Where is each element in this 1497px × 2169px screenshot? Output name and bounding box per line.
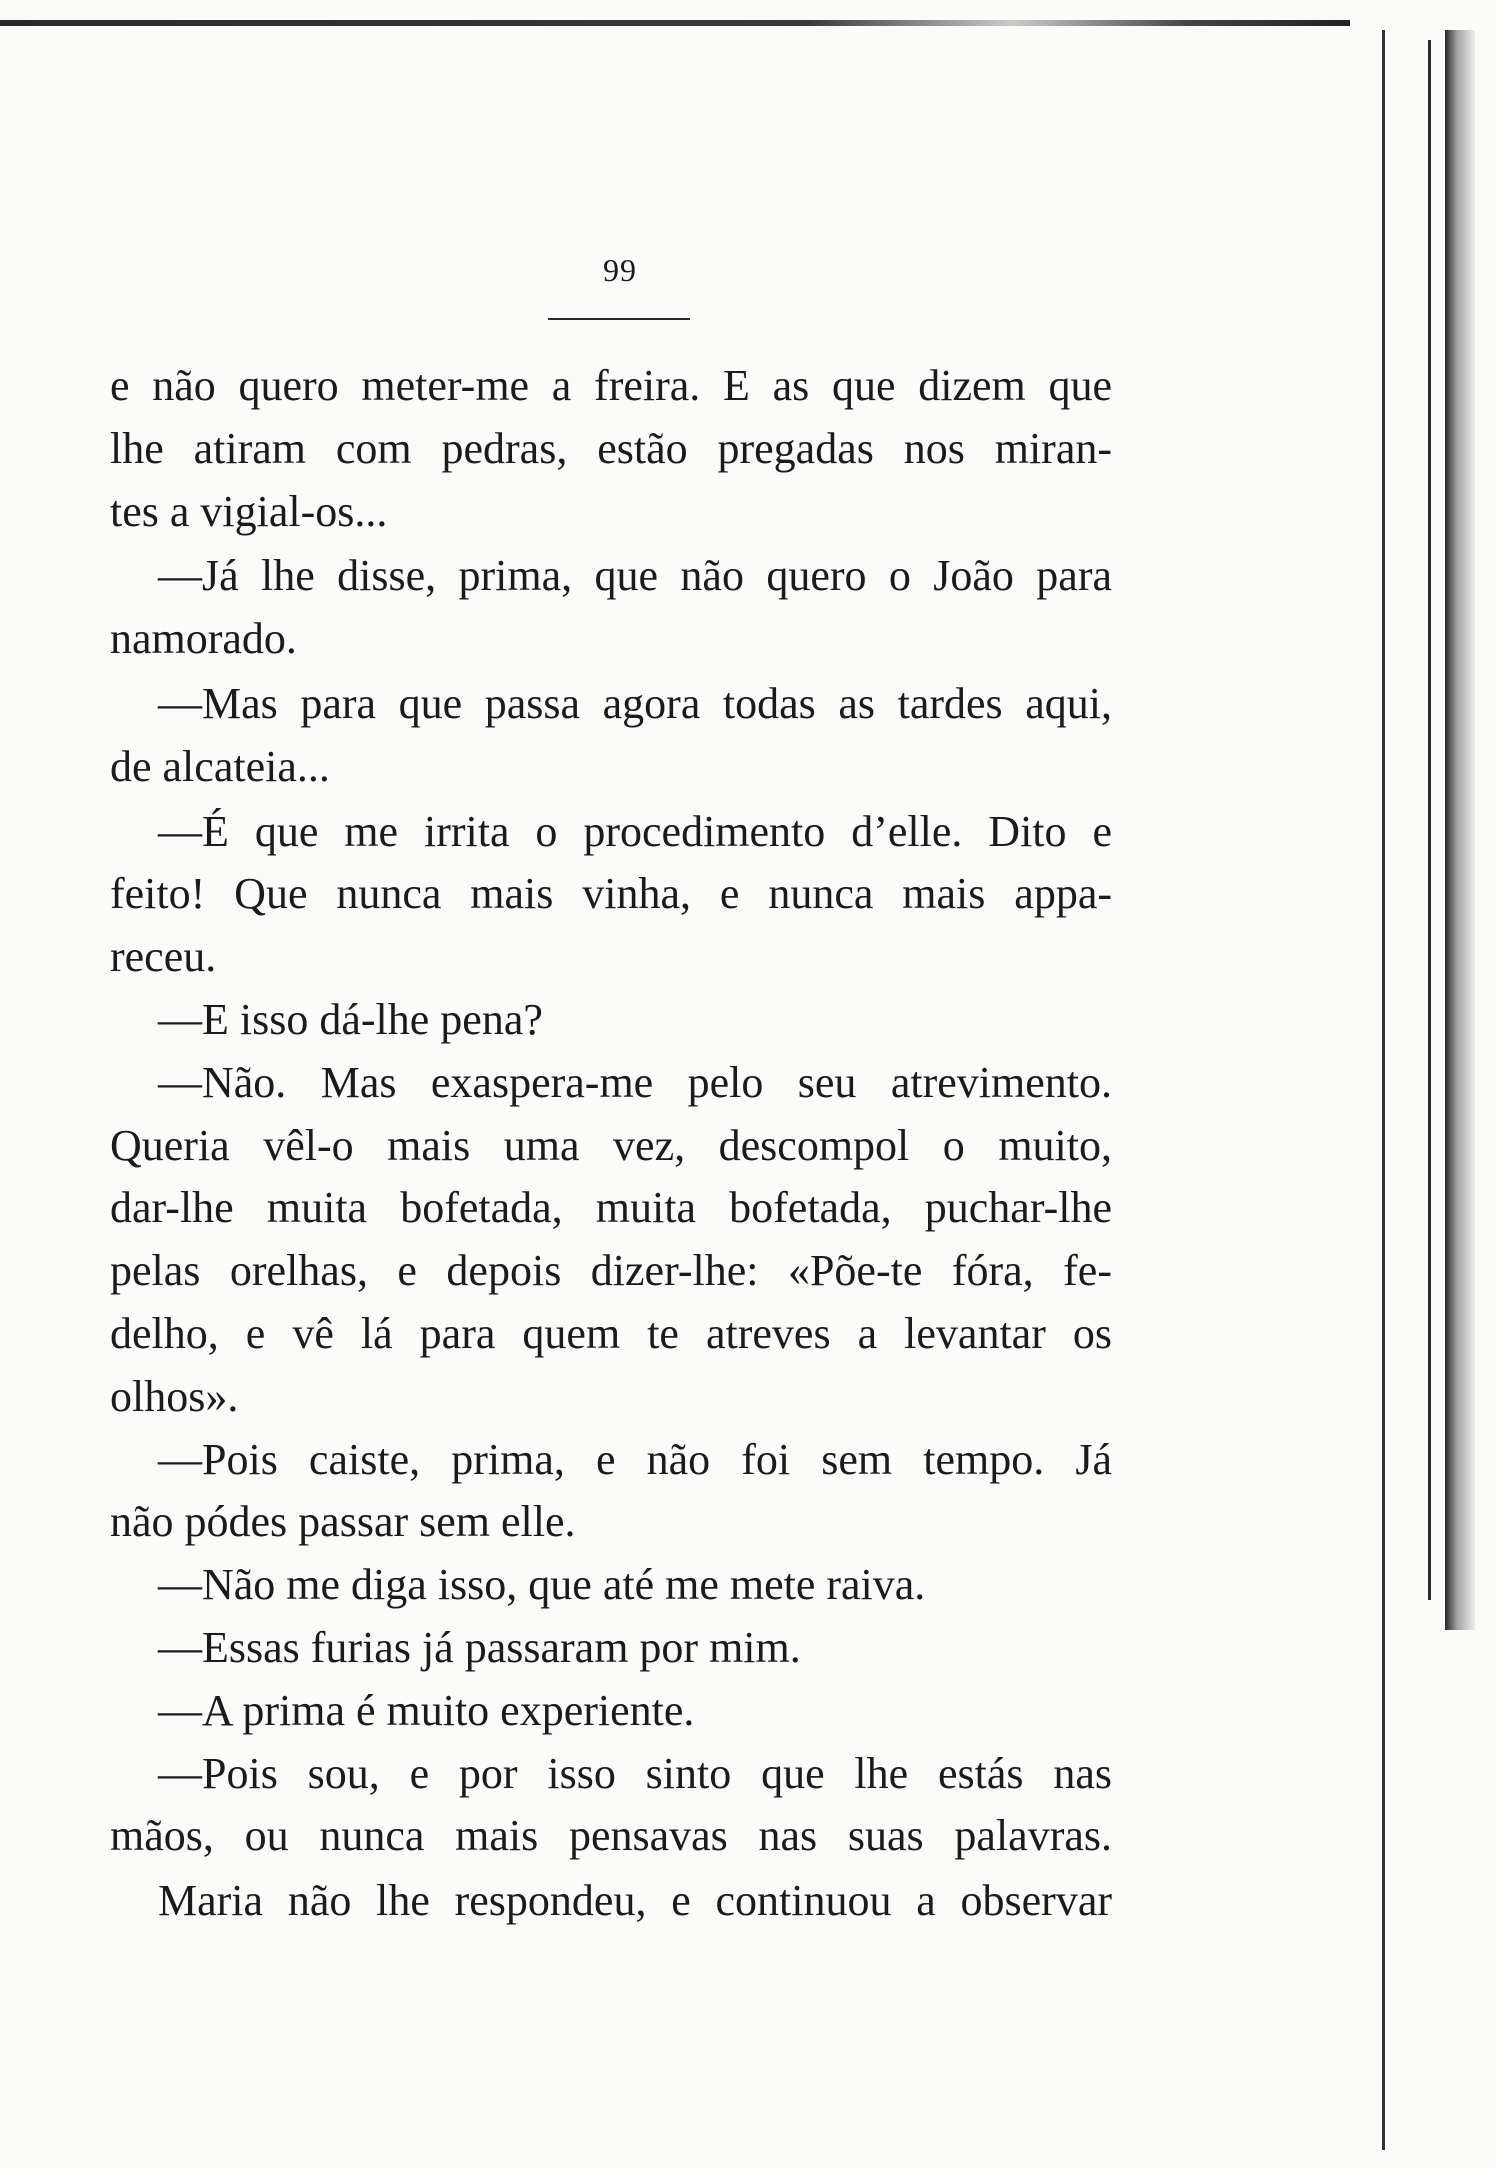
text-line: Maria não lhe respondeu, e continuou a observar [158, 1876, 1112, 1926]
text-line: —Pois caiste, prima, e não foi sem tempo. Já [158, 1434, 1112, 1484]
header-rule [548, 318, 690, 320]
text-line: Queria vêl-o mais uma vez, descompol o muito, [110, 1120, 1112, 1170]
text-line: tes a vigial-os... [110, 486, 388, 536]
text-line: lhe atiram com pedras, estão pregadas nos miran- [110, 423, 1112, 473]
text-line: e não quero meter-me a freira. E as que dizem que [110, 361, 1112, 410]
text-line: —A prima é muito experiente. [158, 1685, 695, 1735]
page-number: 99 [603, 252, 637, 288]
text-line: dar-lhe muita bofetada, muita bofetada, puchar-lhe [110, 1183, 1112, 1233]
text-line: —Pois sou, e por isso sinto que lhe estás nas [158, 1748, 1112, 1798]
text-line: —É que me irrita o procedimento d’elle. Dito e [158, 806, 1112, 856]
text-line: feito! Que nunca mais vinha, e nunca mais appa- [110, 869, 1112, 919]
book-spine-lower-edge [1382, 1990, 1435, 2150]
text-line: mãos, ou nunca mais pensavas nas suas palavras. [110, 1811, 1112, 1861]
text-line: —Não me diga isso, que até me mete raiva. [158, 1560, 926, 1610]
text-line: de alcateia... [110, 741, 330, 791]
text-line: receu. [110, 932, 217, 982]
page-binding-line [1428, 40, 1431, 1600]
text-line: delho, e vê lá para quem te atreves a levantar os [110, 1308, 1112, 1358]
text-line: —Mas para que passa agora todas as tardes aqui, [158, 678, 1112, 728]
text-line: —Essas furias já passaram por mim. [158, 1622, 801, 1672]
text-line: pelas orelhas, e depois dizer-lhe: «Põe-te fóra, fe- [110, 1246, 1112, 1296]
text-line: —E isso dá-lhe pena? [158, 994, 543, 1044]
text-line: —Não. Mas exaspera-me pelo seu atrevimento. [158, 1057, 1112, 1107]
text-line: olhos». [110, 1371, 239, 1421]
page-right-edge-line [1382, 30, 1385, 2150]
body-text [110, 355, 1112, 1933]
text-line: não pódes passar sem elle. [110, 1497, 576, 1547]
page-top-edge-shadow [0, 20, 1350, 26]
book-spine-shadow [1445, 30, 1475, 1630]
text-line: namorado. [110, 614, 297, 664]
text-line: —Já lhe disse, prima, que não quero o João para [158, 551, 1112, 601]
